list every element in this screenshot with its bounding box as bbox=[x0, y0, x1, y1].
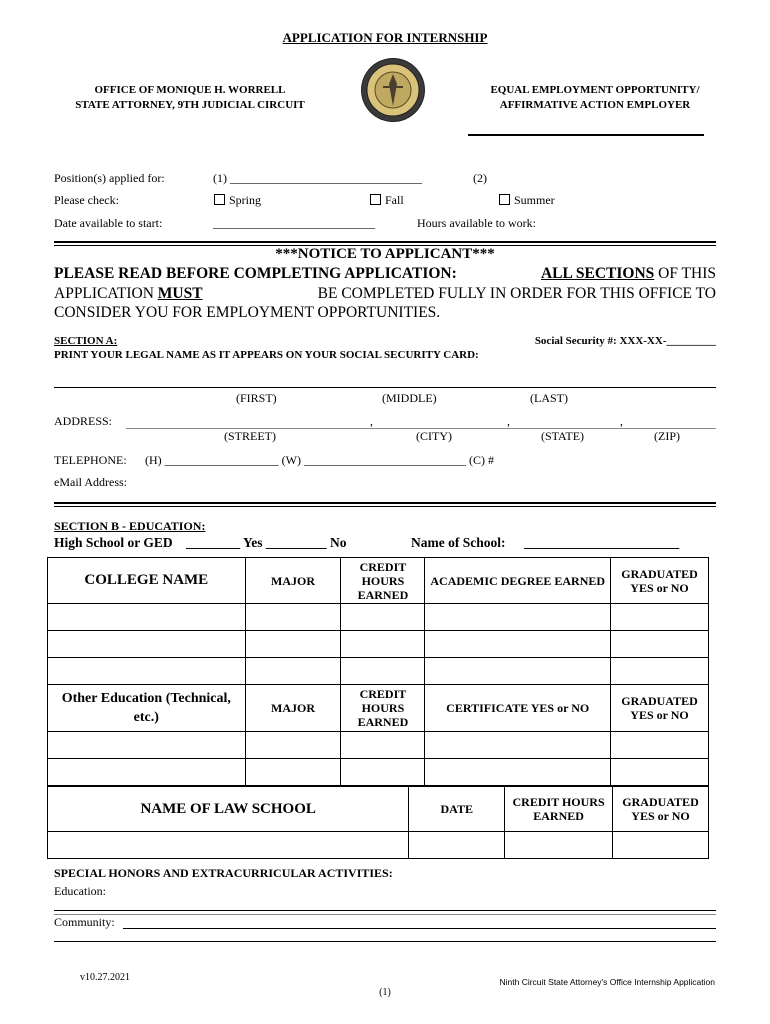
legal-name-instruction: PRINT YOUR LEGAL NAME AS IT APPEARS ON YOUR SOCIAL SECURITY CARD: bbox=[54, 349, 479, 361]
form-name-footer: Ninth Circuit State Attorney's Office Internship Application bbox=[499, 977, 715, 987]
notice-line-3: CONSIDER YOU FOR EMPLOYMENT OPPORTUNITIES. bbox=[54, 304, 441, 321]
legal-name-line[interactable] bbox=[54, 387, 716, 388]
section-b-rule-thin bbox=[54, 506, 716, 507]
honors-education-label: Education: bbox=[54, 884, 106, 898]
honors-heading: SPECIAL HONORS AND EXTRACURRICULAR ACTIVITIES: bbox=[54, 866, 393, 880]
other-name-cell[interactable] bbox=[48, 759, 246, 786]
school-name-label: Name of School: bbox=[411, 535, 506, 550]
other-major-header: MAJOR bbox=[245, 685, 341, 732]
summer-checkbox[interactable] bbox=[499, 194, 510, 205]
address-label: ADDRESS: bbox=[54, 414, 113, 428]
summer-option[interactable] bbox=[499, 193, 555, 208]
notice-line-1 bbox=[54, 264, 716, 284]
table-row bbox=[48, 658, 709, 685]
position-2-field[interactable]: (2) bbox=[473, 171, 487, 185]
office-line-2: STATE ATTORNEY, 9TH JUDICIAL CIRCUIT bbox=[75, 99, 305, 111]
law-school-name-header: NAME OF LAW SCHOOL bbox=[48, 787, 409, 832]
other-major-cell[interactable] bbox=[245, 759, 341, 786]
notice-line-2 bbox=[54, 284, 716, 304]
college-degree-cell[interactable] bbox=[425, 604, 611, 631]
notice-completed-fully: BE COMPLETED FULLY IN ORDER FOR THIS OFFICE TO bbox=[317, 284, 716, 302]
other-name-cell[interactable] bbox=[48, 732, 246, 759]
honors-community-line-2[interactable] bbox=[54, 941, 716, 942]
fall-checkbox[interactable] bbox=[370, 194, 381, 205]
honors-community-label: Community: bbox=[54, 915, 115, 929]
law-credit-cell[interactable] bbox=[505, 832, 613, 859]
version-label: v10.27.2021 bbox=[80, 972, 130, 983]
other-graduated-header: GRADUATED YES or NO bbox=[611, 685, 709, 732]
college-graduated-cell[interactable] bbox=[611, 631, 709, 658]
certificate-cell[interactable] bbox=[425, 732, 611, 759]
fall-option[interactable] bbox=[370, 193, 404, 208]
spring-checkbox[interactable] bbox=[214, 194, 225, 205]
college-credit-cell[interactable] bbox=[341, 604, 425, 631]
table-row bbox=[48, 631, 709, 658]
notice-heading: ***NOTICE TO APPLICANT*** bbox=[275, 246, 495, 262]
section-b-rule bbox=[54, 502, 716, 504]
college-credit-cell[interactable] bbox=[341, 631, 425, 658]
table-row bbox=[48, 732, 709, 759]
college-graduated-cell[interactable] bbox=[611, 658, 709, 685]
college-name-cell[interactable] bbox=[48, 604, 246, 631]
college-major-cell[interactable] bbox=[245, 631, 341, 658]
eeo-statement bbox=[460, 83, 730, 113]
address-comma-2: , bbox=[507, 414, 510, 428]
college-graduated-header: GRADUATED YES or NO bbox=[611, 558, 709, 604]
college-table bbox=[47, 557, 709, 786]
other-credit-header: CREDIT HOURS EARNED bbox=[341, 685, 425, 732]
notice-of-this: OF THIS bbox=[658, 265, 716, 282]
telephone-label: TELEPHONE: bbox=[54, 453, 127, 467]
notice-rule-top bbox=[54, 241, 716, 243]
certificate-cell[interactable] bbox=[425, 759, 611, 786]
table-row bbox=[48, 832, 709, 859]
law-graduated-header: GRADUATED YES or NO bbox=[613, 787, 709, 832]
college-header-row bbox=[48, 558, 709, 604]
college-graduated-cell[interactable] bbox=[611, 604, 709, 631]
zip-caption: (ZIP) bbox=[654, 429, 680, 443]
notice-application: APPLICATION bbox=[54, 284, 154, 302]
middle-name-caption: (MIDDLE) bbox=[382, 391, 437, 405]
first-name-caption: (FIRST) bbox=[236, 391, 277, 405]
email-label: eMail Address: bbox=[54, 475, 127, 489]
law-graduated-cell[interactable] bbox=[613, 832, 709, 859]
other-major-cell[interactable] bbox=[245, 732, 341, 759]
notice-read-before: PLEASE READ BEFORE COMPLETING APPLICATION: bbox=[54, 265, 457, 282]
last-name-caption: (LAST) bbox=[530, 391, 568, 405]
date-available-label: Date available to start: bbox=[54, 216, 163, 230]
certificate-header: CERTIFICATE YES or NO bbox=[425, 685, 611, 732]
law-school-name-cell[interactable] bbox=[48, 832, 409, 859]
fall-label: Fall bbox=[385, 193, 404, 207]
college-credit-cell[interactable] bbox=[341, 658, 425, 685]
hours-available-label: Hours available to work: bbox=[417, 216, 536, 230]
other-education-header: Other Education (Technical, etc.) bbox=[48, 685, 246, 732]
date-available-field[interactable]: ___________________________ bbox=[213, 216, 375, 230]
office-name bbox=[50, 83, 330, 113]
page-number: (1) bbox=[379, 987, 391, 998]
college-degree-cell[interactable] bbox=[425, 658, 611, 685]
honors-education-line-2 bbox=[54, 914, 716, 915]
spring-label: Spring bbox=[229, 193, 262, 207]
state-attorney-seal bbox=[361, 58, 425, 122]
position-1-field[interactable]: (1) ________________________________ bbox=[213, 171, 422, 185]
section-b-label: SECTION B - EDUCATION: bbox=[54, 519, 206, 533]
eeo-line-1: EQUAL EMPLOYMENT OPPORTUNITY/ bbox=[490, 84, 700, 96]
please-check-label: Please check: bbox=[54, 193, 119, 207]
law-credit-header: CREDIT HOURS EARNED bbox=[505, 787, 613, 832]
notice-all-sections: ALL SECTIONS bbox=[540, 265, 655, 282]
notice-text bbox=[54, 264, 716, 323]
ssn-field[interactable]: Social Security #: XXX-XX-_________ bbox=[534, 335, 716, 347]
page-title: APPLICATION FOR INTERNSHIP bbox=[282, 30, 488, 45]
address-comma-1: , bbox=[370, 414, 373, 428]
college-degree-header: ACADEMIC DEGREE EARNED bbox=[425, 558, 611, 604]
college-name-cell[interactable] bbox=[48, 631, 246, 658]
honors-community-line[interactable] bbox=[123, 928, 716, 929]
college-major-cell[interactable] bbox=[245, 658, 341, 685]
notice-must: MUST bbox=[157, 284, 203, 302]
college-name-header: COLLEGE NAME bbox=[48, 558, 246, 604]
high-school-ged-line[interactable]: High School or GED ________ Yes _________ No bbox=[54, 535, 347, 550]
spring-option[interactable] bbox=[214, 193, 261, 208]
eeo-rule bbox=[468, 134, 704, 136]
city-caption: (CITY) bbox=[416, 429, 452, 443]
other-credit-cell[interactable] bbox=[341, 759, 425, 786]
other-education-header-row bbox=[48, 685, 709, 732]
address-comma-3: , bbox=[620, 414, 623, 428]
section-a-label: SECTION A: bbox=[54, 335, 118, 347]
other-credit-cell[interactable] bbox=[341, 732, 425, 759]
positions-label: Position(s) applied for: bbox=[54, 171, 165, 185]
college-degree-cell[interactable] bbox=[425, 631, 611, 658]
street-caption: (STREET) bbox=[224, 429, 276, 443]
eeo-line-2: AFFIRMATIVE ACTION EMPLOYER bbox=[499, 99, 691, 111]
law-date-cell[interactable] bbox=[409, 832, 505, 859]
law-date-header: DATE bbox=[409, 787, 505, 832]
other-graduated-cell[interactable] bbox=[611, 732, 709, 759]
office-line-1: OFFICE OF MONIQUE H. WORRELL bbox=[94, 84, 286, 96]
table-row bbox=[48, 759, 709, 786]
college-credit-header: CREDIT HOURS EARNED bbox=[341, 558, 425, 604]
college-major-header: MAJOR bbox=[245, 558, 341, 604]
college-major-cell[interactable] bbox=[245, 604, 341, 631]
school-name-field[interactable]: _______________________ bbox=[524, 535, 680, 550]
table-row bbox=[48, 604, 709, 631]
state-caption: (STATE) bbox=[541, 429, 585, 443]
other-graduated-cell[interactable] bbox=[611, 759, 709, 786]
telephone-fields[interactable]: (H) ___________________ (W) ___________________________ (C) # bbox=[145, 453, 494, 467]
college-name-cell[interactable] bbox=[48, 658, 246, 685]
summer-label: Summer bbox=[514, 193, 555, 207]
law-school-table bbox=[47, 786, 709, 859]
honors-education-line[interactable] bbox=[54, 910, 716, 911]
law-school-header-row bbox=[48, 787, 709, 832]
